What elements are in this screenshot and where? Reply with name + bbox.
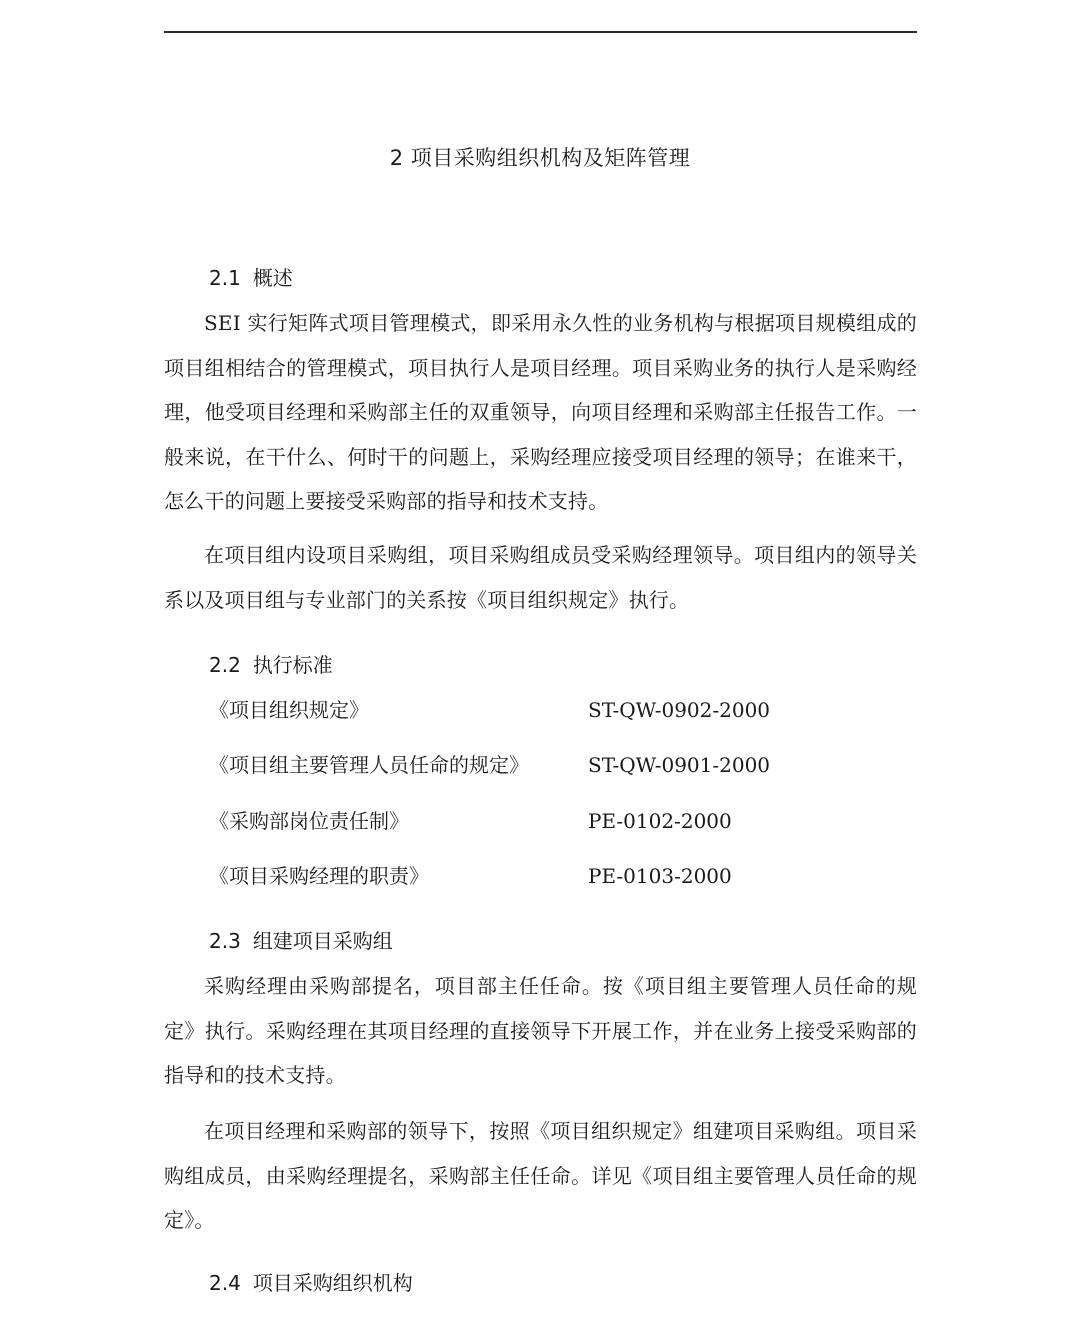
- standard-name: 《项目采购经理的职责》: [209, 864, 429, 888]
- standard-row: [209, 693, 917, 727]
- section-number: 2.1: [209, 266, 241, 290]
- standard-row: [209, 859, 917, 893]
- chapter-title: 2 项目采购组织机构及矩阵管理: [389, 146, 691, 170]
- section-heading-2-1: [209, 263, 293, 293]
- section-title: 概述: [252, 266, 293, 290]
- standard-row: [209, 748, 917, 782]
- section-heading-2-4: [209, 1268, 413, 1298]
- standard-name: 《采购部岗位责任制》: [209, 809, 409, 833]
- standard-code: PE-0103-2000: [588, 864, 732, 888]
- paragraph: 在项目组内设项目采购组，项目采购组成员受采购经理领导。项目组内的领导关系以及项目组与专业部门的关系按《项目组织规定》执行。: [164, 543, 917, 612]
- section-title: 执行标准: [252, 653, 333, 677]
- standard-code: ST-QW-0902-2000: [588, 698, 771, 722]
- section-heading-2-3: [209, 926, 393, 956]
- header-rule: [164, 31, 917, 33]
- standard-name: 《项目组主要管理人员任命的规定》: [209, 753, 529, 777]
- section-number: 2.2: [209, 653, 241, 677]
- section-heading-2-2: [209, 650, 333, 680]
- paragraph: 采购经理由采购部提名，项目部主任任命。按《项目组主要管理人员任命的规定》执行。采购经理在其项目经理的直接领导下开展工作，并在业务上接受采购部的指导和的技术支持。: [164, 974, 917, 1087]
- standard-code: ST-QW-0901-2000: [588, 753, 771, 777]
- standard-name: 《项目组织规定》: [209, 698, 369, 722]
- section-title: 项目采购组织机构: [252, 1271, 413, 1295]
- section-number: 2.4: [209, 1271, 241, 1295]
- paragraph: 在项目经理和采购部的领导下，按照《项目组织规定》组建项目采购组。项目采购组成员，由采购经理提名，采购部主任任命。详见《项目组主要管理人员任命的规定》。: [164, 1119, 917, 1232]
- section-number: 2.3: [209, 929, 241, 953]
- section-title: 组建项目采购组: [252, 929, 393, 953]
- standard-code: PE-0102-2000: [588, 809, 732, 833]
- standard-row: [209, 804, 917, 838]
- paragraph: SEI 实行矩阵式项目管理模式，即采用永久性的业务机构与根据项目规模组成的项目组相结合的管理模式，项目执行人是项目经理。项目采购业务的执行人是采购经理，他受项目经理和采购部主任的双重领导，向项目经理和采购部主任报告工作。一般来说，在干什么、何时干的问题上，采购经理应接受项目经理的领导；在谁来干，怎么干的问题上要接受采购部的指导和技术支持。: [164, 311, 917, 513]
